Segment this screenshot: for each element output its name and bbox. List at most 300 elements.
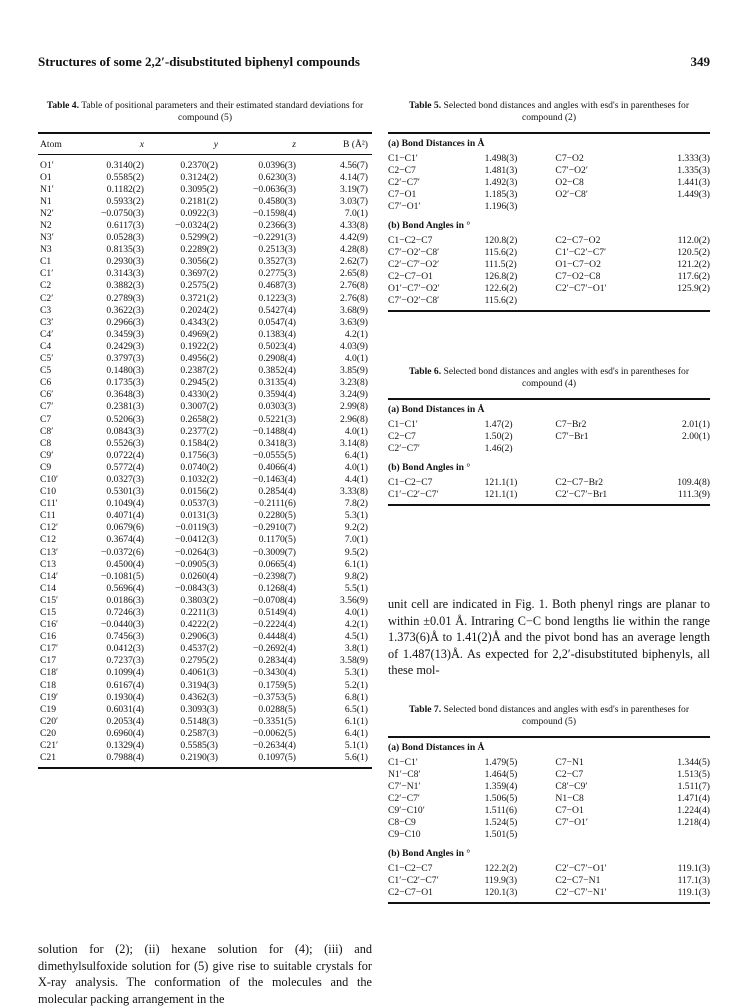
cell-y: 0.0740(2) [180,461,218,473]
cell-y: −0.0119(3) [175,522,218,534]
cell-z: 0.1170(5) [258,534,296,546]
cell-x: 0.2053(4) [106,715,144,727]
left-paragraph [38,941,372,1007]
cell-bond: C7′−O2′−C8′ [388,246,440,258]
cell-x: −0.0440(3) [101,619,144,631]
cell-value: 117.6(2) [677,270,710,282]
cell-y: 0.2370(2) [180,159,218,171]
table7-distances-title: (a) Bond Distances in Å [388,742,485,753]
table-row [38,232,372,244]
cell-x: 0.5933(2) [106,195,144,207]
cell-z: 0.6230(3) [258,171,296,183]
cell-value: 1.47(2) [484,418,513,430]
cell-z: 0.3418(3) [258,437,296,449]
cell-y: 0.4222(2) [180,619,218,631]
cell-x: 0.1735(3) [106,377,144,389]
table-row [38,498,372,510]
cell-bond: N1′−C8′ [388,768,421,780]
cell-z: −0.0708(4) [253,594,296,606]
cell-x: 0.1049(4) [106,498,144,510]
cell-value: 119.1(3) [677,886,710,898]
cell-atom: C6 [40,377,52,389]
cell-x: 0.3140(2) [106,159,144,171]
cell-bond: C7−N1 [555,756,584,768]
cell-b: 9.8(2) [344,570,368,582]
cell-y: 0.4343(2) [180,316,218,328]
table-row [388,476,710,488]
cell-x: 0.1329(4) [106,740,144,752]
cell-b: 4.2(1) [344,328,368,340]
table-row [38,171,372,183]
table-row [388,176,710,188]
table-row [38,534,372,546]
cell-z: 0.1097(5) [258,752,296,764]
cell-y: 0.2181(2) [180,195,218,207]
cell-value: 115.6(2) [484,246,518,258]
cell-y: 0.3721(2) [180,292,218,304]
cell-z: 0.1223(3) [258,292,296,304]
cell-y: 0.2795(2) [180,655,218,667]
cell-bond [555,294,652,306]
cell-atom: C17′ [40,643,59,655]
cell-atom: C19 [40,703,56,715]
table-row [388,282,710,294]
cell-b: 4.0(1) [344,353,368,365]
cell-y: 0.2211(3) [180,607,218,619]
cell-y: −0.0412(3) [175,534,218,546]
cell-z: 0.3527(3) [258,256,296,268]
cell-b: 4.33(8) [340,220,368,232]
cell-y: 0.3124(2) [180,171,218,183]
cell-y: 0.0922(3) [180,207,218,219]
cell-bond: C7′−O1′ [388,200,421,212]
cell-value: 1.441(3) [677,176,710,188]
cell-value: 109.4(8) [677,476,710,488]
running-header [38,54,710,70]
cell-value: 1.333(3) [677,152,710,164]
table-row [38,691,372,703]
table-row [38,582,372,594]
table-row [388,200,710,212]
table-row [38,643,372,655]
table-row [38,727,372,739]
cell-x: 0.2930(3) [106,256,144,268]
cell-value: 122.6(2) [484,282,518,294]
table7-angles [388,862,710,898]
cell-y: 0.4330(2) [180,389,218,401]
table-row [38,219,372,231]
table-row [38,679,372,691]
cell-y: 0.2906(3) [180,631,218,643]
cell-bond: C7′−O2′−C8′ [388,294,440,306]
table4-caption-text: Table of positional parameters and their estimated standard deviations for compound (5) [81,100,364,123]
table-row [38,292,372,304]
cell-x: 0.1099(4) [106,667,144,679]
cell-x: 0.0528(3) [106,232,144,244]
cell-b: 3.58(9) [340,655,368,667]
table4-bottom-rule [38,767,372,769]
cell-atom: C9 [40,461,52,473]
table-row [388,816,710,828]
cell-value: 120.1(3) [484,886,518,898]
cell-atom: C16 [40,631,56,643]
cell-z: 0.2908(4) [258,353,296,365]
cell-z: −0.2398(7) [253,570,296,582]
cell-value: 2.00(1) [682,430,710,442]
cell-y: 0.0537(3) [180,498,218,510]
cell-y: −0.0843(3) [175,582,218,594]
cell-atom: C14 [40,582,56,594]
cell-value: 1.492(3) [484,176,518,188]
cell-value: 1.481(3) [484,164,518,176]
cell-z: −0.0555(5) [253,449,296,461]
cell-z: 0.4448(4) [258,631,296,643]
table-row [38,365,372,377]
cell-z: 0.2366(3) [258,220,296,232]
cell-bond: C1′−C2′−C7′ [555,246,607,258]
cell-y: 0.2377(2) [180,425,218,437]
cell-bond: C1−C1′ [388,418,418,430]
cell-b: 6.4(1) [344,449,368,461]
table4-body [38,159,372,764]
table5-distances-title: (a) Bond Distances in Å [388,138,485,149]
cell-bond: C2′−C7′−O1′ [555,282,607,294]
cell-bond: C9−C10 [388,828,421,840]
cell-atom: C15 [40,607,56,619]
table-row [38,522,372,534]
cell-value: 1.185(3) [484,188,518,200]
cell-z: 0.0396(3) [258,159,296,171]
cell-b: 3.23(8) [340,377,368,389]
cell-y: 0.2945(2) [180,377,218,389]
cell-bond: C9′−C10′ [388,804,425,816]
cell-z: 0.2854(4) [258,486,296,498]
cell-x: 0.7237(3) [106,655,144,667]
right-column [388,100,710,506]
cell-b: 3.33(8) [340,486,368,498]
cell-x: −0.1081(5) [101,570,144,582]
cell-x: 0.5301(3) [106,486,144,498]
cell-z: 0.0303(3) [258,401,296,413]
cell-z: 0.2775(3) [258,268,296,280]
cell-b: 6.1(1) [344,558,368,570]
cell-b: 7.0(1) [344,207,368,219]
cell-atom: C10 [40,486,56,498]
cell-atom: C7 [40,413,52,425]
cell-value: 1.449(3) [677,188,710,200]
table-row [38,280,372,292]
cell-b: 3.8(1) [344,643,368,655]
cell-value: 1.218(4) [677,816,710,828]
table-row [388,886,710,898]
table-row [38,183,372,195]
table5-caption-text: Selected bond distances and angles with esd's in parentheses for compound (2) [443,100,690,123]
cell-b: 9.5(2) [344,546,368,558]
cell-atom: C18′ [40,667,59,679]
cell-x: 0.2789(3) [106,292,144,304]
cell-z: 0.2513(3) [258,244,296,256]
cell-y: 0.1032(2) [180,473,218,485]
cell-atom: C4 [40,340,52,352]
table-row [388,418,710,430]
cell-x: 0.3459(3) [106,328,144,340]
cell-b: 3.14(8) [340,437,368,449]
cell-y: 0.0260(4) [180,570,218,582]
table-row [38,631,372,643]
cell-y: 0.4969(2) [180,328,218,340]
table7-caption-number: Table 7. [408,704,442,715]
table4-caption [38,100,372,124]
cell-z: −0.2692(4) [253,643,296,655]
cell-atom: C4′ [40,328,54,340]
cell-bond: C1−C2−C7 [388,476,433,488]
cell-x: −0.0750(3) [101,207,144,219]
cell-bond: C2−C7−O2 [555,234,601,246]
cell-value: 112.0(2) [677,234,710,246]
table-row [38,389,372,401]
cell-x: 0.4500(4) [106,558,144,570]
cell-value: 111.5(2) [484,258,517,270]
cell-z: −0.0636(3) [253,183,296,195]
cell-b: 6.4(1) [344,727,368,739]
cell-z: −0.3753(5) [253,691,296,703]
cell-x: 0.1182(2) [106,183,144,195]
cell-atom: N3 [40,244,52,256]
table-row [38,316,372,328]
cell-b: 3.63(9) [340,316,368,328]
table-row [388,152,710,164]
cell-x: 0.5696(4) [106,582,144,594]
table-row [38,715,372,727]
cell-b: 2.76(8) [340,280,368,292]
cell-atom: O1 [40,171,52,183]
table-row [38,304,372,316]
cell-value: 1.46(2) [484,442,513,454]
cell-x: 0.4071(4) [106,510,144,522]
cell-z: 0.3594(4) [258,389,296,401]
cell-value: 111.3(9) [677,488,710,500]
cell-b: 3.03(7) [340,195,368,207]
table-row [38,461,372,473]
table-row [38,510,372,522]
cell-bond: C2−C7 [555,768,584,780]
cell-y: 0.3803(2) [180,594,218,606]
table-row [388,828,710,840]
cell-atom: C13 [40,558,56,570]
cell-atom: C6′ [40,389,54,401]
cell-y: 0.2575(2) [180,280,218,292]
cell-y: 0.4362(3) [180,691,218,703]
cell-value: 1.501(5) [484,828,518,840]
cell-atom: N1′ [40,183,54,195]
cell-b: 4.4(1) [344,473,368,485]
table6-caption-text: Selected bond distances and angles with esd's in parentheses for compound (4) [443,366,690,389]
cell-x: −0.0372(6) [101,546,144,558]
table-row [38,425,372,437]
table7-distances [388,756,710,840]
cell-atom: C8 [40,437,52,449]
table-row [38,740,372,752]
cell-b: 5.5(1) [344,582,368,594]
table-row [38,159,372,171]
cell-bond: C1′−C2′−C7′ [388,874,439,886]
cell-z: 0.5221(3) [258,413,296,425]
table-row [38,268,372,280]
cell-atom: C12 [40,534,56,546]
cell-bond: C2−C7−N1 [555,874,601,886]
cell-bond: C2′−C7′ [388,792,420,804]
cell-bond: C7−Br2 [555,418,587,430]
cell-z: −0.3430(4) [253,667,296,679]
cell-z: 0.4687(3) [258,280,296,292]
cell-bond: C2′−C7′−O1′ [555,862,607,874]
cell-y: 0.3056(2) [180,256,218,268]
cell-x: 0.3648(3) [106,389,144,401]
cell-bond: N1−C8 [555,792,584,804]
cell-b: 3.68(9) [340,304,368,316]
cell-z: 0.4580(3) [258,195,296,207]
table-row [38,619,372,631]
cell-value: 1.506(5) [484,792,518,804]
cell-atom: C2 [40,280,52,292]
table-row [388,862,710,874]
table-row [38,606,372,618]
cell-value: 120.8(2) [484,234,518,246]
table-row [38,655,372,667]
table-row [38,473,372,485]
cell-value: 1.50(2) [484,430,513,442]
cell-bond: C2−C7−Br2 [555,476,604,488]
cell-atom: C20 [40,727,56,739]
cell-value [652,294,710,306]
cell-value: 1.511(7) [677,780,710,792]
cell-y: 0.2289(2) [180,244,218,256]
cell-value: 1.335(3) [677,164,710,176]
cell-atom: C13′ [40,546,59,558]
cell-y: 0.4956(2) [180,353,218,365]
cell-atom: C12′ [40,522,59,534]
cell-bond: O2′−C8′ [555,188,588,200]
table6-distances [388,418,710,454]
cell-y: 0.3095(2) [180,183,218,195]
table-row [38,449,372,461]
cell-bond: C2′−C7′−N1′ [555,886,607,898]
cell-b: 4.14(7) [340,171,368,183]
cell-x: 0.2381(3) [106,401,144,413]
cell-z: 0.3852(4) [258,365,296,377]
cell-atom: C11′ [40,498,58,510]
table-row [38,207,372,219]
cell-x: 0.5772(4) [106,461,144,473]
right-paragraph-text: unit cell are indicated in Fig. 1. Both phenyl rings are planar to within ±0.01 Å. Intraring C−C bond lengths lie within the range 1.373(6)Å to 1.41(2)Å and the pivot bond has an average length of 1.487(13)Å. As expected for 2,2′-disubstituted biphenyls, all these mol- [388,597,710,678]
cell-y: 0.2190(3) [180,752,218,764]
cell-b: 4.5(1) [344,631,368,643]
table-row [38,570,372,582]
cell-atom: C1 [40,256,52,268]
cell-bond [555,828,652,840]
cell-atom: C17 [40,655,56,667]
cell-bond: C1−C1′ [388,756,418,768]
cell-y: 0.1922(2) [180,340,218,352]
cell-bond: C7′−N1′ [388,780,421,792]
table-row [38,594,372,606]
table-row [38,401,372,413]
cell-b: 4.03(9) [340,340,368,352]
cell-atom: C2′ [40,292,54,304]
table-row [388,270,710,282]
table-row [388,258,710,270]
cell-x: 0.1930(4) [106,691,144,703]
cell-bond: C8′−C9′ [555,780,588,792]
cell-z: −0.1598(4) [253,207,296,219]
cell-y: 0.5299(2) [180,232,218,244]
cell-value: 125.9(2) [677,282,710,294]
cell-atom: C3′ [40,316,54,328]
cell-x: 0.0412(3) [106,643,144,655]
table7-bottom-rule [388,902,710,904]
cell-atom: C21 [40,752,56,764]
cell-b: 6.8(1) [344,691,368,703]
table-row [388,874,710,886]
cell-bond: C1−C1′ [388,152,418,164]
cell-bond: C7−O2 [555,152,584,164]
cell-x: 0.5526(3) [106,437,144,449]
cell-b: 2.62(7) [340,256,368,268]
cell-y: 0.5148(3) [180,715,218,727]
table-row [38,546,372,558]
cell-value: 121.1(1) [484,476,518,488]
page-number: 349 [690,54,710,69]
cell-y: 0.5585(3) [180,740,218,752]
cell-value: 1.359(4) [484,780,518,792]
cell-atom: N2′ [40,207,54,219]
table7-angles-title: (b) Bond Angles in ° [388,848,471,859]
cell-x: 0.5206(3) [106,413,144,425]
cell-y: −0.0264(3) [175,546,218,558]
cell-y: 0.4537(2) [180,643,218,655]
cell-value [652,442,710,454]
cell-atom: C5 [40,365,52,377]
cell-bond: C2−C7−O1 [388,270,433,282]
cell-y: 0.4061(3) [180,667,218,679]
cell-b: 4.42(9) [340,232,368,244]
cell-bond: O1′−C7′−O2′ [388,282,440,294]
cell-z: 0.5149(4) [258,607,296,619]
cell-value: 1.344(5) [677,756,710,768]
table-row [388,246,710,258]
cell-bond: C2−C7 [388,430,416,442]
cell-b: 3.85(9) [340,365,368,377]
cell-b: 4.2(1) [344,619,368,631]
cell-b: 2.96(8) [340,413,368,425]
cell-b: 2.76(8) [340,292,368,304]
cell-atom: C15′ [40,594,59,606]
table-row [38,244,372,256]
cell-z: 0.1268(4) [258,582,296,594]
cell-bond: C8−C9 [388,816,416,828]
cell-b: 3.19(7) [340,183,368,195]
cell-atom: C10′ [40,473,59,485]
cell-x: 0.0679(6) [106,522,144,534]
cell-atom: N2 [40,220,52,232]
cell-z: 0.0288(5) [258,703,296,715]
cell-x: 0.6031(4) [106,703,144,715]
cell-value: 126.8(2) [484,270,518,282]
cell-value: 120.5(2) [677,246,710,258]
cell-atom: C3 [40,304,52,316]
table-row [38,703,372,715]
cell-x: 0.0843(3) [106,425,144,437]
